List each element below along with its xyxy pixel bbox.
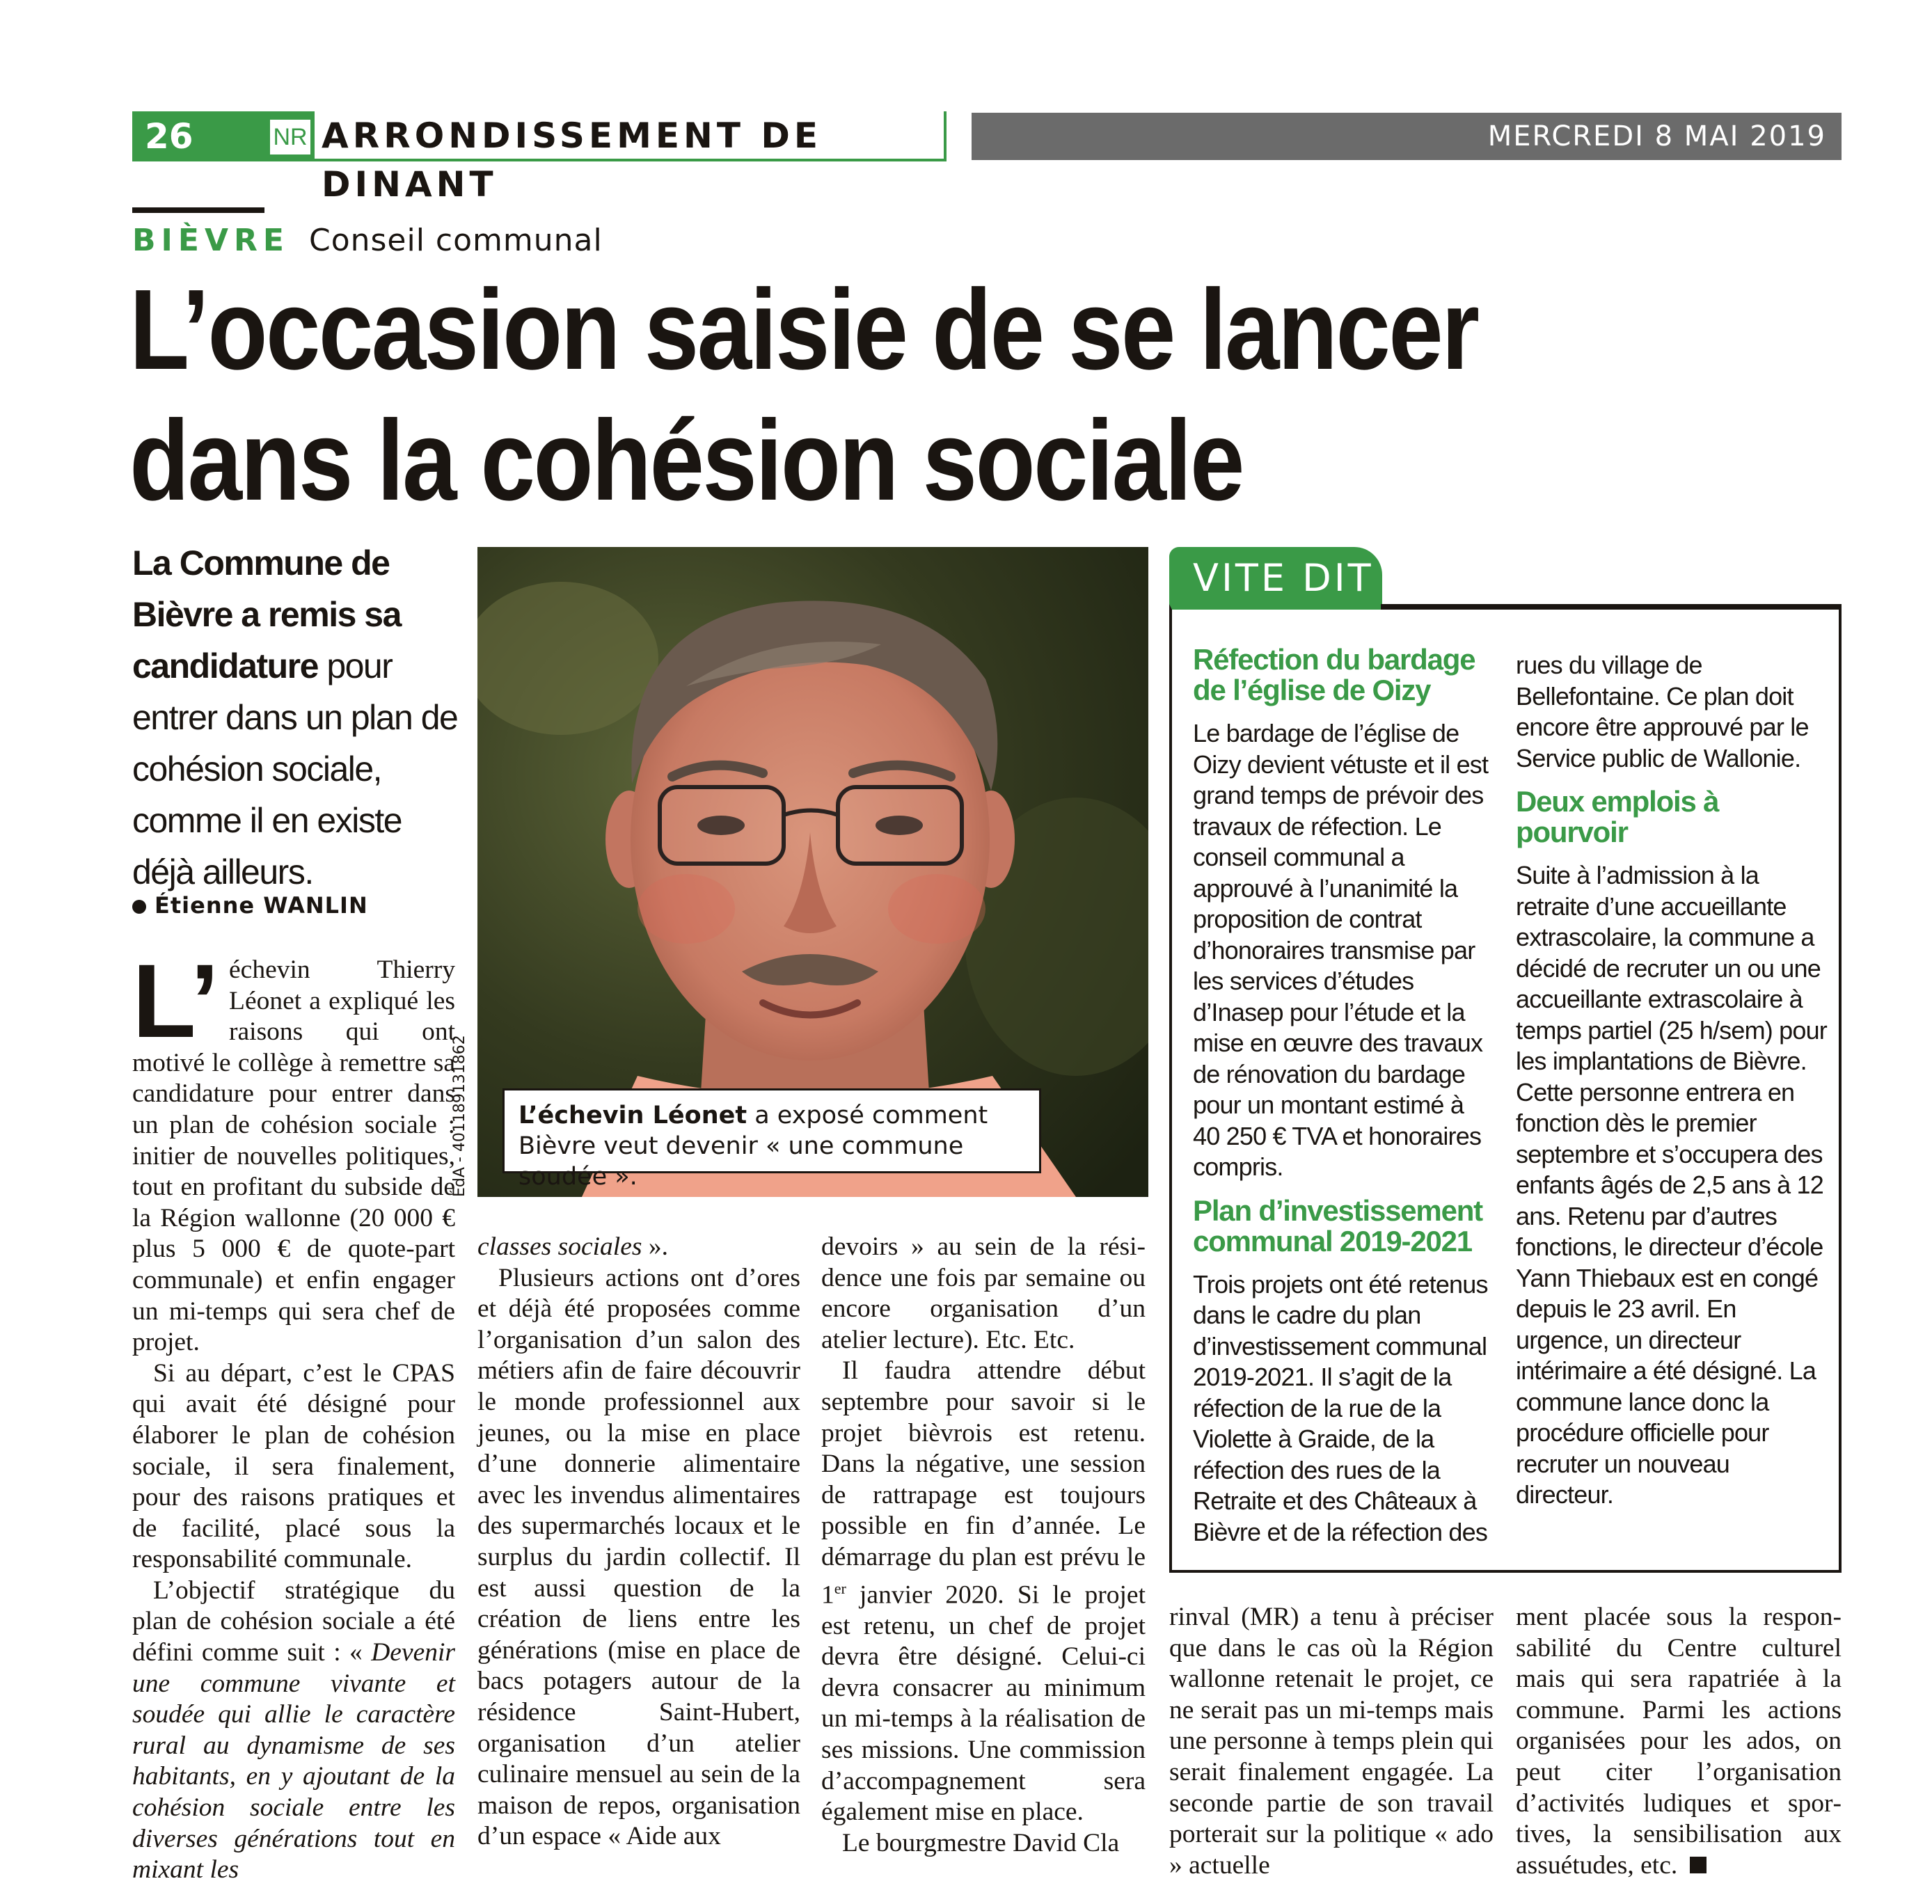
quote-italic: Devenir une commune vivante et soudée qui allie le caractère rural au dynamisme de ses habitants, en y ajoutant de la cohésion sociale entre les diverses générations tout en mixant les <box>132 1638 455 1885</box>
caption-text: a exposé comment Bièvre veut devenir « une commune soudée ». <box>518 1102 988 1191</box>
author-name: Étienne WANLIN <box>155 892 368 919</box>
nr-label: NR <box>270 120 310 154</box>
brief-text-2: Trois projets ont été retenus dans le cadre du plan d’investissement communal 2019-2021. Il s’agit de la réfection de la rue de la Violette à Graide, de la réfection des rues de la Retraite et des Châteaux à Bièvre et de la réfection des <box>1193 1269 1488 1546</box>
photo-credit-text: ÉdA - 401189131862 <box>451 1035 468 1197</box>
brief-heading-2: Plan d’investissement communal 2019-2021 <box>1193 1193 1482 1258</box>
paragraph-text: L’objectif stratégique du plan de cohésion sociale a été défini comme suit : « <box>132 1576 455 1667</box>
headline-line-2: dans la cohésion sociale <box>129 397 1243 524</box>
paragraph-text: Il faudra attendre début septembre pour savoir si le projet bièvrois est retenu. Dans la négative, une session de rattrapage est toujours possible en fin d’année. Le démarrage du plan est prévu le 1 <box>821 1356 1146 1610</box>
article-column-1 <box>132 942 455 1886</box>
headline-line-1: L’occasion saisie de se lancer <box>129 266 1478 393</box>
superscript: er <box>834 1579 846 1597</box>
kicker-location: BIÈVRE <box>132 223 290 258</box>
kicker-rule <box>132 207 264 213</box>
article-paragraph-1 <box>132 942 455 1358</box>
vite-dit-box <box>1169 604 1842 1573</box>
vite-dit-column-2 <box>1516 650 1829 1523</box>
dropcap: L’ <box>132 942 220 1059</box>
article-column-5 <box>1516 1602 1842 1881</box>
paragraph-text: ». <box>642 1232 668 1261</box>
article-column-2 <box>477 1232 800 1853</box>
lead-text: pour entrer dans un plan de cohésion sociale, comme il en existe déjà ailleurs. <box>132 646 458 891</box>
article-column-3 <box>821 1232 1146 1859</box>
article-paragraph-9: rinval (MR) a tenu à préciser que dans le cas où la Région wallonne retenait le projet, ce ne serait pas un mi-temps mais une personne à temps plein qui serait finalement engagée. La seconde partie de son travail porterait sur la politique « ado » actuelle <box>1169 1603 1494 1880</box>
brief-text-2-continued: rues du village de Bellefontaine. Ce plan doit encore être approuvé par le Service public de Wallonie. <box>1516 651 1809 772</box>
article-column-4 <box>1169 1602 1494 1881</box>
caption-bold: L’échevin Léonet <box>518 1102 747 1129</box>
article-paragraph-6: devoirs » au sein de la résidence une fois par semaine ou encore organisation d’un atelier lecture). Etc. Etc. <box>821 1232 1146 1354</box>
brief-text-3: Suite à l’admission à la retraite d’une accueillante extrascolaire, la commune a décidé de recruter un ou une accueillante extrascolaire à temps partiel (25 h/sem) pour les implantations de Bièvre. Cette personne entrera en fonction dès le premier septembre et s’occupera des enfants âgés de 2,5 ans à 12 ans. Retenu par d’autres fonctions, le directeur d’école Yann Thiebaux est en congé depuis le 23 avril. En urgence, un directeur intérimaire a été désigné. La commune lance donc la procédure officielle pour recruter un nouveau directeur. <box>1516 861 1827 1509</box>
vite-dit-tab: VITE DIT <box>1169 547 1382 605</box>
brief-text-1: Le bardage de l’église de Oizy devient vétuste et il est grand temps de prévoir des travaux de réfection. Le conseil communal a approuvé à l’unanimité la proposition de contrat d’honoraires transmise par les services d’études d’Inasep pour l’étude et la mise en œuvre des travaux de rénovation du bardage pour un montant estimé à 40 250 € TVA et honoraires compris. <box>1193 719 1489 1181</box>
brief-heading-1: Réfection du bardage de l’église de Oizy <box>1193 643 1475 706</box>
article-paragraph-8: Le bourgmestre David Cla <box>842 1828 1120 1857</box>
kicker-topic: Conseil communal <box>308 223 603 258</box>
bullet-icon <box>132 900 146 914</box>
brief-heading-3: Deux emplois à pourvoir <box>1516 785 1719 848</box>
paragraph-text: ment placée sous la responsabilité du Centre culturel mais qui sera rapatriée à la commune. Parmi les actions organisées pour les ados, on peut citer l’organisation d’activités ludiques et sportives, la sensibilisation aux assuétudes, etc. <box>1516 1603 1842 1880</box>
lead-bold: La Commune de Bièvre a remis sa candidature <box>132 544 401 685</box>
section-title: ARRONDISSEMENT DE DINANT <box>315 111 947 161</box>
paragraph-text: janvier 2020. Si le projet est retenu, un chef de projet devra être désigné. Celui-ci devra consacrer au minimum un mi-temps à la réalisation de ses missions. Une commission d’accompagnement sera également mise en place. <box>821 1580 1146 1827</box>
article-paragraph-7 <box>821 1356 1146 1827</box>
article-paragraph-5: Plusieurs actions ont d’ores et déjà été proposées comme l’organisation d’un salon des métiers afin de faire découvrir le monde professionnel aux jeunes, ou la mise en place d’une donnerie alimentaire avec les invendus alimentaires des supermarchés locaux et le surplus du jardin collectif. Il est aussi question de la création de liens entre les générations (mise en place de bacs potagers autour de la résidence Saint-Hubert, organisation d’un atelier culinaire mensuel au sein de la maison de repos, organisation d’un espace « Aide aux <box>477 1263 800 1851</box>
page-number: 26 <box>132 111 315 161</box>
article-paragraph-2: Si au départ, c’est le CPAS qui avait été désigné pour élaborer le plan de cohésion sociale, il sera finalement, pour des raisons pratiques et de facilité, placé sous la responsabilité communale. <box>132 1358 455 1574</box>
quote-italic-end: classes sociales <box>477 1232 642 1261</box>
issue-date: MERCREDI 8 MAI 2019 <box>972 113 1842 160</box>
vite-dit-column-1 <box>1193 644 1494 1560</box>
article-paragraph-4 <box>477 1232 800 1263</box>
photo-caption <box>502 1088 1041 1191</box>
end-of-article-icon <box>1690 1857 1707 1873</box>
article-paragraph-10 <box>1516 1602 1842 1881</box>
byline <box>132 892 368 919</box>
article-paragraph-3 <box>132 1576 455 1886</box>
headline <box>129 264 1602 526</box>
paragraph-text: échevin Thierry Léonet a expliqué les raisons qui ont motivé le collège à remettre sa candidature pour entrer dans un plan de cohésion sociale : initier de nouvelles politiques, tout en profitant du subside de la Région wallonne (20 000 € plus 5 000 € de quote-part communale) et enfin engager un mi-temps qui sera chef de projet. <box>132 955 455 1357</box>
lead-paragraph <box>132 537 459 898</box>
kicker <box>132 220 603 262</box>
